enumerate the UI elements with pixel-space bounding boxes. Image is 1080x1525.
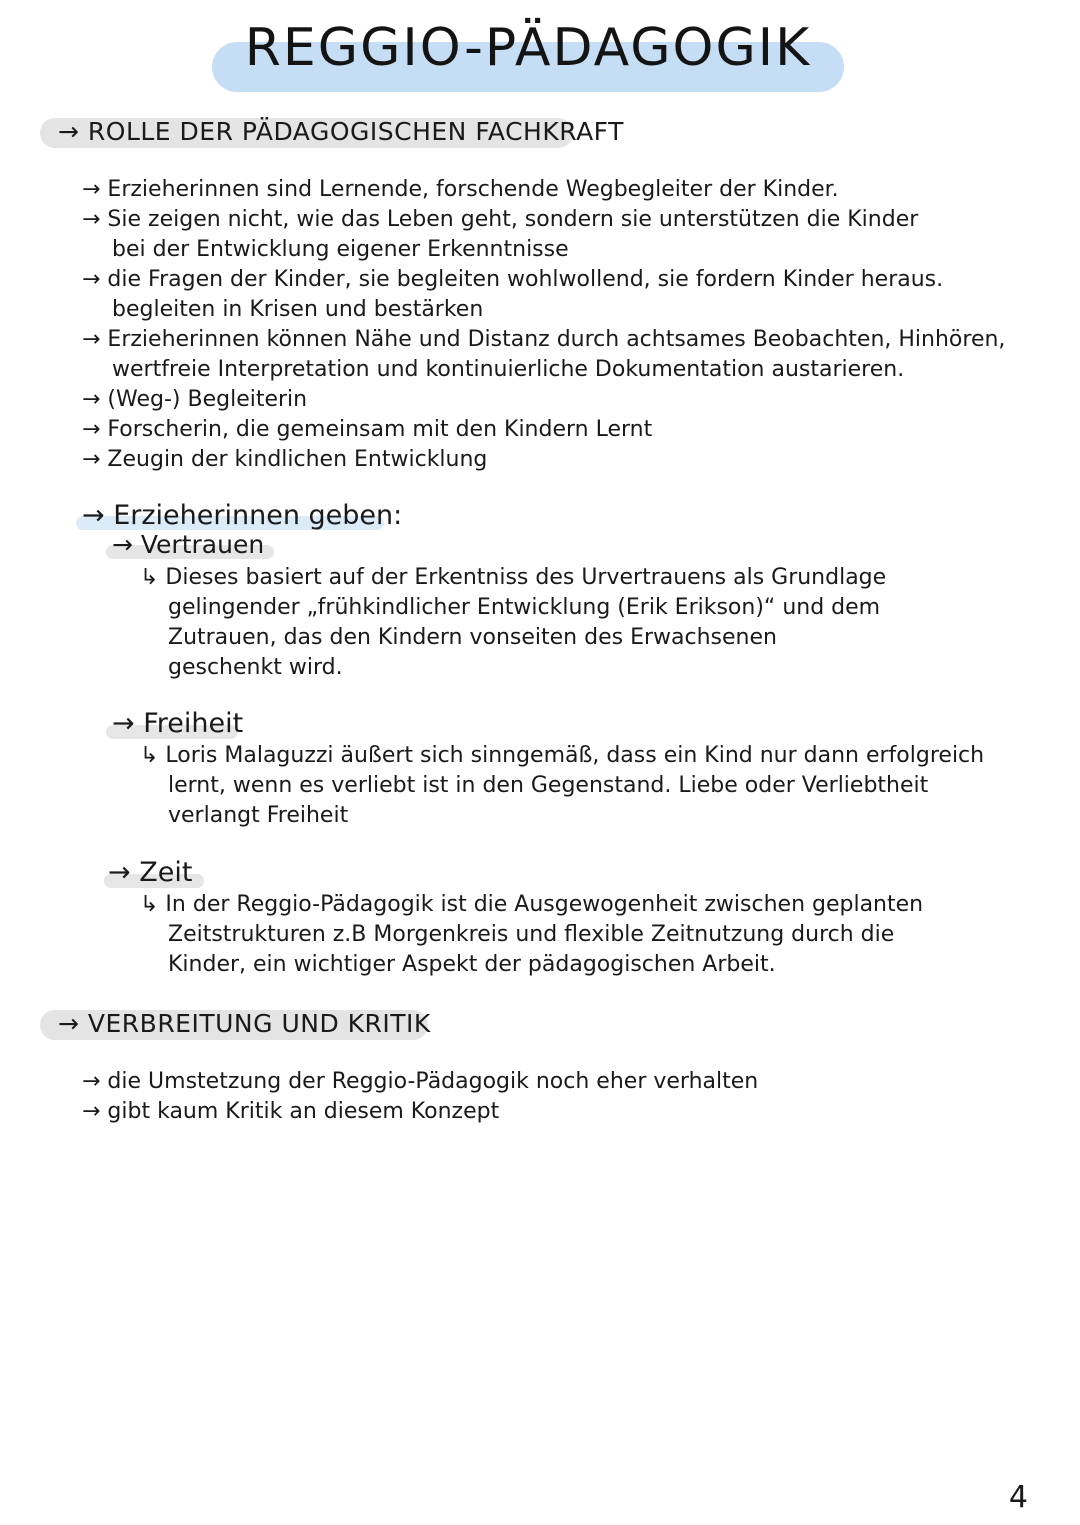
text-line: Zutrauen, das den Kindern vonseiten des Erwachsenen bbox=[168, 625, 777, 650]
section-heading-rolle: → ROLLE DER PÄDAGOGISCHEN FACHKRAFT bbox=[58, 117, 624, 146]
freiheit-heading: → Freiheit bbox=[112, 708, 244, 739]
list-item: → (Weg-) Begleiterin bbox=[82, 387, 308, 412]
list-item: → Sie zeigen nicht, wie das Leben geht, sondern sie unterstützen die Kinder bbox=[82, 207, 919, 232]
list-item: → gibt kaum Kritik an diesem Konzept bbox=[82, 1099, 500, 1124]
list-item: → Erzieherinnen können Nähe und Distanz durch achtsames Beobachten, Hinhören, bbox=[82, 327, 1006, 352]
list-item: → Zeugin der kindlichen Entwicklung bbox=[82, 447, 488, 472]
text-line: gelingender „frühkindlicher Entwicklung (Erik Erikson)“ und dem bbox=[168, 595, 881, 620]
list-item: → Erzieherinnen sind Lernende, forschende Wegbegleiter der Kinder. bbox=[82, 177, 839, 202]
list-item-continuation: bei der Entwicklung eigener Erkenntnisse bbox=[112, 237, 569, 262]
text-line: Zeitstrukturen z.B Morgenkreis und flexible Zeitnutzung durch die bbox=[168, 922, 895, 947]
list-item-continuation: begleiten in Krisen und bestärken bbox=[112, 297, 484, 322]
section-heading-verbreitung: → VERBREITUNG UND KRITIK bbox=[58, 1009, 431, 1038]
list-item: → Forscherin, die gemeinsam mit den Kindern Lernt bbox=[82, 417, 653, 442]
page-number: 4 bbox=[1008, 1480, 1028, 1515]
text-line: Kinder, ein wichtiger Aspekt der pädagogischen Arbeit. bbox=[168, 952, 776, 977]
list-item: → die Fragen der Kinder, sie begleiten wohlwollend, sie fordern Kinder heraus. bbox=[82, 267, 944, 292]
text-line: geschenkt wird. bbox=[168, 655, 343, 680]
text-line: ↳ Loris Malaguzzi äußert sich sinngemäß, dass ein Kind nur dann erfolgreich bbox=[140, 743, 985, 768]
list-item-continuation: wertfreie Interpretation und kontinuierliche Dokumentation austarieren. bbox=[112, 357, 905, 382]
geben-heading: → Erzieherinnen geben: bbox=[82, 500, 403, 531]
text-line: ↳ In der Reggio-Pädagogik ist die Ausgewogenheit zwischen geplanten bbox=[140, 892, 924, 917]
page-title: REGGIO-PÄDAGOGIK bbox=[244, 18, 812, 78]
vertrauen-heading: → Vertrauen bbox=[112, 530, 265, 559]
text-line: lernt, wenn es verliebt ist in den Gegenstand. Liebe oder Verliebtheit bbox=[168, 773, 929, 798]
zeit-heading: → Zeit bbox=[108, 857, 193, 888]
list-item: → die Umstetzung der Reggio-Pädagogik noch eher verhalten bbox=[82, 1069, 759, 1094]
text-line: ↳ Dieses basiert auf der Erkentniss des Urvertrauens als Grundlage bbox=[140, 565, 887, 590]
text-line: verlangt Freiheit bbox=[168, 803, 349, 828]
